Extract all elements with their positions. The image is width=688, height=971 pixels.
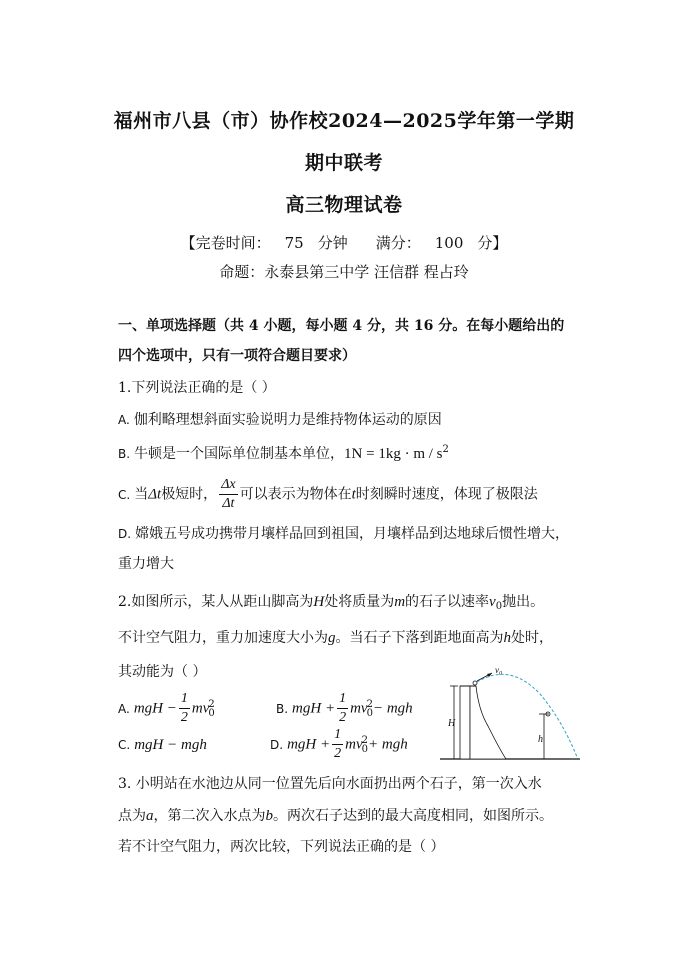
q1-b-text: 牛顿是一个国际单位制基本单位， [134,446,345,462]
score-value: 100 [434,234,464,252]
q2-a-post: mv [191,700,210,717]
exam-author: 命题：永泰县第三中学 汪信群 程占玲 [219,263,469,281]
q2-d-post: mv [345,736,363,753]
q3-line2-b: ，第二次入水点为 [153,808,266,824]
exam-title-line1: 福州市八县（市）协作校2024—2025学年第一学期 [113,110,575,132]
time-unit: 分钟 [317,234,348,252]
q2-b-pre: mgH + [292,700,336,717]
q3-a: a [146,808,154,824]
q2-v0-sub: 0 [495,601,503,612]
q2-d-num: 1 [332,728,343,745]
q2-d-pre: mgH + [287,736,331,753]
q2-b-exp: 2 [366,698,373,710]
q1-a-label: A. [118,413,130,427]
q2-b-sub: 0 [366,707,373,719]
q1-option-d [118,523,569,543]
q2-d-exp: 2 [361,734,368,746]
q2-d-den: 2 [334,746,342,761]
q2-stem-line2 [118,627,553,647]
q2-projectile-figure [440,664,590,768]
q2-b-fraction [337,692,348,725]
q1-b-label: B. [118,447,131,461]
q2-b-num: 1 [337,692,348,709]
q2-line2-a: 不计空气阻力，重力加速度大小为 [118,630,328,646]
q2-b-tail: − mgh [372,700,413,717]
q1-c-den: Δt [222,496,235,511]
q2-option-c [118,737,207,754]
q2-line2-b: 。当石子下落到距地面高为 [335,630,504,646]
q1-option-b [118,443,449,463]
q1-option-c [118,478,538,511]
q3-line2-c: 。两次石子达到的最大高度相同，如图所示。 [273,808,553,824]
time-label: 【完卷时间： [180,234,271,252]
label-v0-v: v [495,665,499,675]
q2-m: m [394,594,406,610]
q2-option-a [118,692,215,725]
q1-option-a [118,409,442,429]
q2-h: h [503,630,511,646]
q2-option-b [276,692,413,725]
label-H: H [448,718,456,729]
cliff-wall [460,686,470,759]
q2-d-sub: 0 [361,743,368,755]
q2-c-label: C. [118,738,131,752]
q1-b-formula: 1N = 1kg · m / s [344,446,443,462]
q1-c-text2: 极短时， [161,486,218,503]
q1-c-text3: 可以表示为物体在 [239,486,352,503]
q2-b-label: B. [276,701,289,716]
q1-a-text: 伽利略理想斜面实验说明力是维持物体运动的原因 [133,412,442,428]
q1-c-num: Δx [219,478,237,495]
q2-a-supsub [208,700,214,718]
q1-option-d-cont: 重力增大 [118,556,174,572]
q2-stem-b: 处将质量为 [324,594,395,610]
q1-c-t: t [351,486,356,503]
q2-stem-a: 2.如图所示，某人从距山脚高为 [118,594,314,610]
q1-d-text1: 嫦娥五号成功携带月壤样品回到祖国，月壤样品到达地球后惯性增大， [135,526,570,542]
q3-stem-line2 [118,805,553,825]
q2-d-label: D. [270,737,284,752]
q1-b-exp: 2 [442,444,449,455]
exam-title-line2: 期中联考 [304,152,383,174]
q2-d-fraction [332,728,343,761]
section1-heading-line2: 四个选项中，只有一项符合题目要求） [118,348,356,364]
q2-a-sub: 0 [208,707,215,719]
q1-d-label: D. [118,527,132,541]
cliff-slope [470,686,506,759]
q2-a-exp: 2 [208,698,215,710]
exam-title-line3: 高三物理试卷 [285,194,403,216]
q2-stem-line1 [118,591,544,612]
q2-a-pre: mgH − [133,700,177,717]
q2-a-den: 2 [180,710,188,725]
q3-stem-line1: 3. 小明站在水池边从同一位置先后向水面扔出两个石子，第一次入水 [118,776,542,792]
q1-c-dt: Δt [148,486,162,503]
q2-a-num: 1 [179,692,190,709]
time-value: 75 [284,234,304,252]
q2-stem-line3: 其动能为（ ） [118,664,207,680]
q2-g: g [328,630,336,646]
label-h: h [538,734,543,745]
q1-c-text4: 时刻瞬时速度，体现了极限法 [355,486,538,503]
q2-stem-d: 抛出。 [502,594,545,610]
q2-H: H [313,594,325,610]
q1-c-label: C. [118,487,131,502]
q1-c-fraction [219,478,237,511]
exam-time-score [0,232,688,253]
q2-a-fraction [179,692,190,725]
q1-stem: 1.下列说法正确的是（ ） [118,380,276,396]
score-unit: 分】 [477,234,508,252]
q2-b-post: mv [350,700,368,717]
q3-stem-line3: 若不计空气阻力，两次比较，下列说法正确的是（ ） [118,839,445,855]
q2-a-label: A. [118,701,130,716]
section1-heading-line1: 一、单项选择题（共 4 小题，每小题 4 分，共 16 分。在每小题给出的 [118,318,565,334]
q2-line2-c: 处时， [511,630,553,646]
q3-line2-a: 点为 [118,808,146,824]
q3-b: b [265,808,273,824]
label-v0-sub: 0 [499,671,502,677]
q2-v0: v [489,594,496,610]
q2-c-expr: mgH − mgh [134,737,207,753]
q2-d-tail: + mgh [367,736,408,753]
q2-b-den: 2 [339,710,347,725]
q2-stem-c: 的石子以速率 [405,594,490,610]
score-label: 满分： [375,234,421,252]
q2-option-d [270,728,408,761]
stone-start [473,681,477,685]
q1-c-text1: 当 [134,486,149,503]
